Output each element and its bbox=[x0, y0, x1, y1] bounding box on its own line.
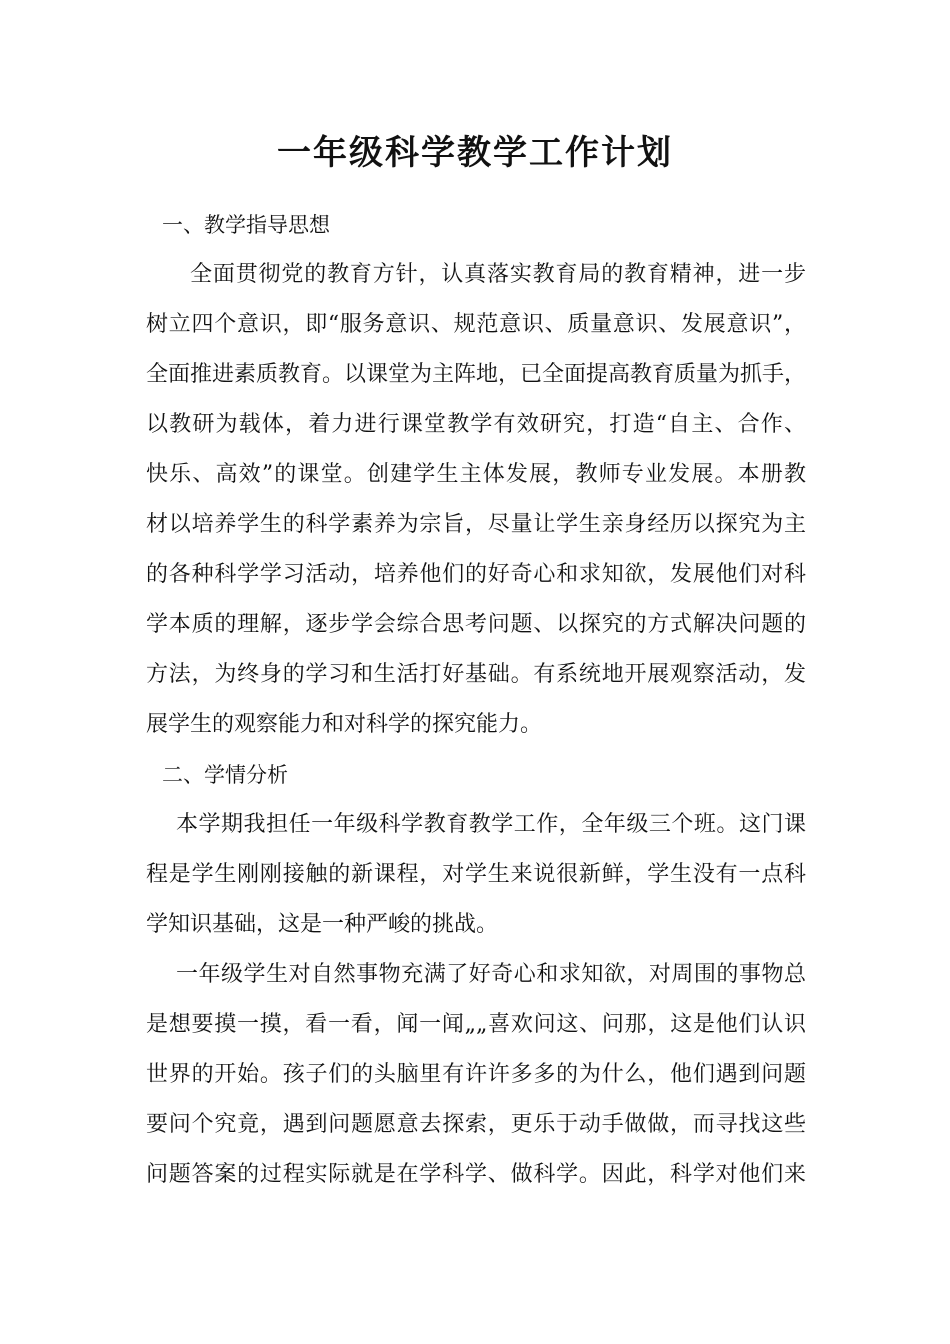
paragraph-line: 学知识基础，这是一种严峻的挑战。 bbox=[146, 912, 499, 937]
paragraph-line: 以教研为载体，着力进行课堂教学有效研究，打造“自主、合作、 bbox=[146, 412, 806, 437]
paragraph-line: 学本质的理解，逐步学会综合思考问题、以探究的方式解决问题的 bbox=[146, 612, 806, 637]
section-heading-learning-analysis: 二、学情分析 bbox=[162, 763, 288, 787]
paragraph-line: 是想要摸一摸，看一看，闻一闻„„喜欢问这、问那，这是他们认识 bbox=[146, 1012, 806, 1037]
paragraph-line: 全面推进素质教育。以课堂为主阵地，已全面提高教育质量为抓手， bbox=[146, 362, 807, 387]
paragraph-line: 一年级学生对自然事物充满了好奇心和求知欲，对周围的事物总 bbox=[176, 962, 806, 987]
paragraph-line: 快乐、高效”的课堂。创建学生主体发展，教师专业发展。本册教 bbox=[146, 462, 806, 487]
document-title: 一年级科学教学工作计划 bbox=[277, 133, 673, 173]
section-heading-guiding-thought: 一、教学指导思想 bbox=[162, 213, 330, 237]
paragraph-line: 材以培养学生的科学素养为宗旨，尽量让学生亲身经历以探究为主 bbox=[146, 512, 806, 537]
paragraph-line: 程是学生刚刚接触的新课程，对学生来说很新鲜，学生没有一点科 bbox=[146, 862, 806, 887]
paragraph-line: 问题答案的过程实际就是在学科学、做科学。因此，科学对他们来 bbox=[146, 1162, 806, 1187]
paragraph-line: 的各种科学学习活动，培养他们的好奇心和求知欲，发展他们对科 bbox=[146, 562, 806, 587]
paragraph-line: 全面贯彻党的教育方针，认真落实教育局的教育精神，进一步 bbox=[190, 262, 806, 287]
paragraph-line: 方法，为终身的学习和生活打好基础。有系统地开展观察活动，发 bbox=[146, 662, 806, 687]
paragraph-line: 世界的开始。孩子们的头脑里有许许多多的为什么，他们遇到问题 bbox=[146, 1062, 806, 1087]
paragraph-line: 要问个究竟，遇到问题愿意去探索，更乐于动手做做，而寻找这些 bbox=[146, 1112, 806, 1137]
paragraph-line: 树立四个意识，即“服务意识、规范意识、质量意识、发展意识”， bbox=[146, 312, 806, 337]
paragraph-line: 本学期我担任一年级科学教育教学工作，全年级三个班。这门课 bbox=[176, 812, 806, 837]
paragraph-line: 展学生的观察能力和对科学的探究能力。 bbox=[146, 712, 543, 737]
